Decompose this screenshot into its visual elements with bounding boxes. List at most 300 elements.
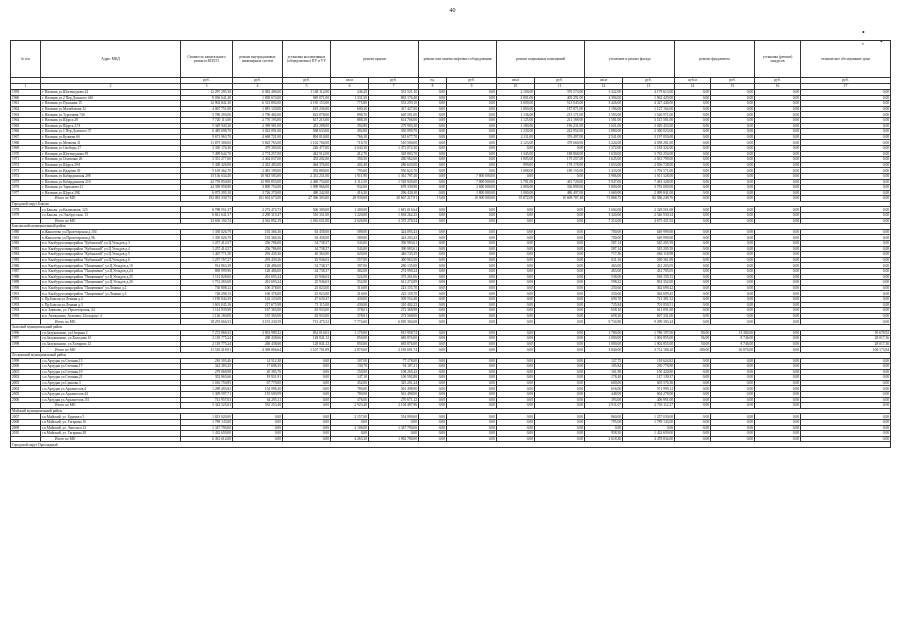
value-cell: 2 618,30: [585, 436, 623, 442]
value-cell: 620,00: [331, 252, 369, 258]
address-cell: г. Нальчик ул.Пушкина 15: [41, 101, 181, 107]
value-cell: 3 320,00: [585, 213, 623, 219]
value-cell: 0,00: [419, 364, 447, 370]
section-title: Баксанский муниципальный район: [11, 224, 891, 230]
section-title: Зольский муниципальный район: [11, 324, 891, 330]
value-cell: 390 983,61: [369, 246, 419, 252]
value-cell: 178 178,00: [535, 162, 585, 168]
value-cell: 0,00: [675, 319, 711, 325]
value-cell: 0,00: [801, 117, 891, 123]
value-cell: 336 899,00: [535, 185, 585, 191]
value-cell: 1 183 322,00: [623, 145, 675, 151]
address-cell: г.п.Майский, ул. Энгельса 12: [41, 425, 181, 431]
value-cell: 362 699,45: [623, 291, 675, 297]
value-cell: 1 127 164,00: [623, 106, 675, 112]
value-cell: 0,00: [419, 302, 447, 308]
value-cell: 0,00: [535, 436, 585, 442]
value-cell: 430,00: [331, 296, 369, 302]
value-cell: 2 328 561,68: [623, 207, 675, 213]
value-cell: 30 876,00: [711, 347, 755, 353]
value-cell: 0,00: [419, 134, 447, 140]
column-number-cell: 4: [233, 84, 283, 90]
value-cell: 280 962,60: [369, 157, 419, 163]
value-cell: 1 257 414,57: [181, 241, 233, 247]
value-cell: 0,00: [283, 369, 331, 375]
value-cell: 0,00: [801, 302, 891, 308]
value-cell: 179 257,00: [535, 157, 585, 163]
value-cell: 0,00: [755, 436, 801, 442]
value-cell: 553 259,10: [369, 101, 419, 107]
value-cell: 0,00: [801, 425, 891, 431]
value-cell: 192 366,36: [233, 235, 283, 241]
value-cell: 1 107 701,89: [283, 347, 331, 353]
value-cell: 455 202,00: [283, 157, 331, 163]
value-cell: 0,00: [497, 319, 535, 325]
value-cell: 666 118,98: [623, 252, 675, 258]
value-cell: 0,00: [711, 436, 755, 442]
value-cell: 402,40: [331, 162, 369, 168]
address-cell: г. Нальчик ул.Кабардинская 208: [41, 173, 181, 179]
value-cell: 0,00: [801, 145, 891, 151]
value-cell: 0,00: [755, 213, 801, 219]
value-cell: 2 099 841,00: [623, 190, 675, 196]
value-cell: 1 881 120,00: [233, 106, 283, 112]
value-cell: 0,00: [535, 414, 585, 420]
value-cell: 211 169,00: [535, 117, 585, 123]
value-cell: 0,00: [755, 420, 801, 426]
value-cell: 10 000 000,00: [447, 196, 497, 202]
address-cell: г. Нальчик ул.Кулиева 6б: [41, 134, 181, 140]
table-body: [11, 90, 891, 448]
value-cell: 0,00: [497, 296, 535, 302]
value-cell: 0,00: [711, 134, 755, 140]
row-number-cell: 1982: [11, 241, 41, 247]
value-cell: 0,00: [801, 285, 891, 291]
value-cell: 0,00: [711, 157, 755, 163]
value-cell: 0,00: [447, 392, 497, 398]
value-cell: 0,00: [675, 117, 711, 123]
value-cell: 430,00: [331, 302, 369, 308]
address-cell: Итого по МО: [41, 347, 181, 353]
value-cell: 3 350 176,30: [181, 145, 233, 151]
value-cell: 0,00: [801, 386, 891, 392]
value-cell: 713 475,52: [283, 319, 331, 325]
address-cell: в.п. Кызбурун микрорайон "Пищевиков" ул.Ленина д.3: [41, 291, 181, 297]
value-cell: 0,00: [535, 358, 585, 364]
address-cell: в.Жанхотеко ул.Пролетарская д.104: [41, 229, 181, 235]
value-cell: 64 295,11: [233, 397, 283, 403]
value-cell: 25 946,63: [283, 257, 331, 263]
value-cell: 0,00: [497, 218, 535, 224]
value-cell: 0,00: [535, 313, 585, 319]
unit-cell: руб.: [283, 78, 331, 84]
value-cell: 0,00: [447, 364, 497, 370]
value-cell: 4 263,30: [331, 436, 369, 442]
address-cell: Итого по МО: [41, 218, 181, 224]
value-cell: 0,00: [755, 112, 801, 118]
value-cell: 0,00: [675, 285, 711, 291]
value-cell: 0,00: [755, 229, 801, 235]
value-cell: 3 191 230,59: [233, 319, 283, 325]
value-cell: 0,00: [675, 106, 711, 112]
value-cell: 0,00: [675, 375, 711, 381]
value-cell: 0,00: [535, 330, 585, 336]
value-cell: 378,01: [331, 308, 369, 314]
value-cell: 0,00: [535, 291, 585, 297]
value-cell: 0,00: [755, 269, 801, 275]
row-number-cell: 1977: [11, 190, 41, 196]
value-cell: 0,00: [419, 235, 447, 241]
value-cell: 0,00: [675, 129, 711, 135]
value-cell: 0,00: [535, 392, 585, 398]
value-cell: 0,00: [535, 229, 585, 235]
value-cell: 0,00: [711, 358, 755, 364]
address-cell: г. Нальчик ул.2 Пер.Донского 44б: [41, 95, 181, 101]
value-cell: 0,00: [711, 380, 755, 386]
value-cell: 392,80: [331, 123, 369, 129]
value-cell: 0,00: [801, 392, 891, 398]
value-cell: 480 242,00: [283, 190, 331, 196]
address-cell: с.п.Аргудан ул.Степная,19: [41, 369, 181, 375]
value-cell: 0,00: [711, 420, 755, 426]
value-cell: 0,00: [447, 369, 497, 375]
value-cell: 0,00: [419, 218, 447, 224]
value-cell: 130,70: [331, 364, 369, 370]
value-cell: 3 322,00: [585, 90, 623, 96]
address-cell: г. Нальчик ул.Шогенцукова 39: [41, 151, 181, 157]
value-cell: 0,00: [447, 129, 497, 135]
value-cell: 0,00: [447, 112, 497, 118]
value-cell: 10 945 583,00: [233, 173, 283, 179]
value-cell: 0,00: [801, 263, 891, 269]
value-cell: 405 291,00: [535, 95, 585, 101]
row-number-cell: 1974: [11, 173, 41, 179]
value-cell: 0,00: [419, 280, 447, 286]
column-number-cell: 8: [419, 84, 447, 90]
value-cell: 552,00: [331, 280, 369, 286]
value-cell: 3 197 050,00: [623, 134, 675, 140]
value-cell: 0,00: [801, 235, 891, 241]
value-cell: 0,00: [755, 190, 801, 196]
value-cell: 0,00: [419, 95, 447, 101]
value-cell: 310 402,23: [369, 302, 419, 308]
row-number-cell: 1985: [11, 257, 41, 263]
value-cell: 0,00: [419, 241, 447, 247]
value-cell: 0,00: [801, 280, 891, 286]
value-cell: 1 148 112,00: [283, 90, 331, 96]
value-cell: 0,00: [801, 213, 891, 219]
value-cell: 2 360 023,00: [623, 129, 675, 135]
value-cell: 1 126 160,00: [181, 313, 233, 319]
value-cell: 0,00: [801, 241, 891, 247]
value-cell: 213 171,00: [535, 112, 585, 118]
value-cell: 614 766,00: [369, 117, 419, 123]
value-cell: 0,00: [535, 336, 585, 342]
value-cell: 725,84: [585, 302, 623, 308]
row-number-cell: 2004: [11, 386, 41, 392]
value-cell: 0,00: [755, 291, 801, 297]
value-cell: 0,00: [447, 106, 497, 112]
value-cell: 2 774 257,00: [233, 151, 283, 157]
value-cell: 587,14: [585, 246, 623, 252]
value-cell: 1 669,00: [585, 190, 623, 196]
value-cell: 0,00: [447, 235, 497, 241]
value-cell: 0,00: [447, 241, 497, 247]
unit-cell: ед.: [419, 78, 447, 84]
section-title: Городской округ Прохладный: [11, 442, 891, 448]
value-cell: 1 800 000,00: [447, 190, 497, 196]
row-number-cell: 1963: [11, 112, 41, 118]
address-cell: г. Нальчик ул.Щорса 29А: [41, 162, 181, 168]
value-cell: 2 195 153,00: [283, 101, 331, 107]
value-cell: 896,70: [331, 112, 369, 118]
value-cell: 1 011 328,00: [623, 173, 675, 179]
value-cell: 63 933,00: [283, 313, 331, 319]
value-cell: 631,16: [585, 257, 623, 263]
value-cell: 461 720,00: [535, 179, 585, 185]
value-cell: 2 118 775,24: [181, 341, 233, 347]
value-cell: 279 903,30: [369, 123, 419, 129]
value-cell: 0,00: [711, 213, 755, 219]
value-cell: 0,00: [801, 185, 891, 191]
value-cell: 0,00: [675, 162, 711, 168]
value-cell: 108 265,42: [369, 369, 419, 375]
value-cell: 261 693,24: [233, 274, 283, 280]
value-cell: 5 165 362,70: [181, 168, 233, 174]
value-cell: 728 298,15: [181, 291, 233, 297]
value-cell: 0,00: [711, 235, 755, 241]
value-cell: 0,00: [801, 168, 891, 174]
value-cell: 561 498,00: [369, 392, 419, 398]
value-cell: 0,00: [447, 358, 497, 364]
value-cell: 223 155,70: [369, 285, 419, 291]
value-cell: 617 215,00: [283, 117, 331, 123]
value-cell: 701 850,51: [623, 302, 675, 308]
value-cell: 0,00: [675, 196, 711, 202]
value-cell: 0,00: [419, 117, 447, 123]
value-cell: 0,00: [675, 369, 711, 375]
value-cell: 3 023 091,00: [233, 129, 283, 135]
value-cell: 342 383,35: [181, 364, 233, 370]
value-cell: 0,00: [675, 274, 711, 280]
value-cell: 0,00: [675, 235, 711, 241]
header-cell: утепление и ремонт фасада: [585, 41, 675, 78]
value-cell: 0,00: [419, 380, 447, 386]
value-cell: 0,00: [755, 364, 801, 370]
value-cell: 63 458,00: [283, 229, 331, 235]
value-cell: 1 114 939,98: [181, 308, 233, 314]
value-cell: 0,00: [623, 425, 675, 431]
value-cell: 0,00: [535, 269, 585, 275]
value-cell: 0,00: [535, 274, 585, 280]
value-cell: 1 694 262,25: [369, 213, 419, 219]
value-cell: 545 205,59: [623, 246, 675, 252]
value-cell: 3 840,00: [585, 347, 623, 353]
value-cell: 0,00: [801, 229, 891, 235]
value-cell: 0,00: [497, 375, 535, 381]
value-cell: 0,00: [801, 196, 891, 202]
value-cell: 0,00: [711, 263, 755, 269]
value-cell: 0,00: [535, 347, 585, 353]
value-cell: 2 111,00: [497, 134, 535, 140]
value-cell: 35 872,00: [497, 196, 535, 202]
value-cell: 0,00: [755, 207, 801, 213]
row-number-cell: 1984: [11, 252, 41, 258]
value-cell: 0,00: [419, 179, 447, 185]
value-cell: 0,00: [755, 285, 801, 291]
value-cell: 0,00: [755, 123, 801, 129]
value-cell: 5 947,00: [585, 179, 623, 185]
value-cell: 375 261,66: [369, 274, 419, 280]
value-cell: 2 290 319,47: [233, 213, 283, 219]
value-cell: 25 946,63: [283, 280, 331, 286]
value-cell: 0,00: [755, 134, 801, 140]
value-cell: 106 173,84: [801, 347, 891, 353]
value-cell: 0,00: [419, 386, 447, 392]
value-cell: 0,00: [711, 162, 755, 168]
header-cell: установка коллективных (общедомовых) ПУ и УУ: [283, 41, 331, 78]
value-cell: 448,00: [585, 392, 623, 398]
value-cell: 261 693,24: [233, 280, 283, 286]
value-cell: 150 420,80: [623, 369, 675, 375]
value-cell: 0,00: [711, 392, 755, 398]
value-cell: 3 604,00: [585, 207, 623, 213]
unit-cell: руб.: [447, 78, 497, 84]
value-cell: 0,00: [755, 235, 801, 241]
value-cell: 154 996,30: [233, 386, 283, 392]
value-cell: 0,00: [711, 140, 755, 146]
corner-marks: • ,•: [862, 28, 899, 46]
value-cell: 0,00: [497, 257, 535, 263]
value-cell: 0,00: [755, 168, 801, 174]
header-cell: ремонт фундамента: [675, 41, 755, 78]
value-cell: 0,00: [419, 162, 447, 168]
value-cell: 0,00: [801, 369, 891, 375]
row-number-cell: 2009: [11, 425, 41, 431]
value-cell: 230 778,80: [623, 364, 675, 370]
value-cell: 2 620,00: [331, 218, 369, 224]
row-number-cell: 1964: [11, 117, 41, 123]
value-cell: 0,00: [755, 196, 801, 202]
value-cell: 5 342 323,63: [181, 403, 233, 409]
row-number-cell: 1972: [11, 162, 41, 168]
value-cell: 616,00: [585, 386, 623, 392]
value-cell: 1 098 966,00: [283, 185, 331, 191]
value-cell: 2 112,50: [331, 179, 369, 185]
value-cell: 1 016 631,00: [283, 218, 331, 224]
value-cell: 0,00: [755, 106, 801, 112]
row-number-cell: 2008: [11, 420, 41, 426]
value-cell: 0,00: [283, 397, 331, 403]
value-cell: 522,00: [331, 274, 369, 280]
value-cell: 416,20: [331, 190, 369, 196]
value-cell: 67 779,00: [233, 380, 283, 386]
value-cell: 545 677,70: [369, 134, 419, 140]
value-cell: 0,00: [711, 117, 755, 123]
value-cell: 424 093,43: [369, 229, 419, 235]
value-cell: 0,00: [801, 252, 891, 258]
value-cell: 492,80: [331, 129, 369, 135]
value-cell: 0,00: [283, 364, 331, 370]
value-cell: 0,00: [283, 425, 331, 431]
unit-cell: руб.: [233, 78, 283, 84]
value-cell: 293 439,26: [233, 257, 283, 263]
value-cell: 0,00: [497, 291, 535, 297]
value-cell: 2 460 754,00: [283, 179, 331, 185]
value-cell: 1 526 971,00: [623, 112, 675, 118]
value-cell: 101 602 673,00: [233, 196, 283, 202]
value-cell: 0,00: [801, 375, 891, 381]
value-cell: 256 786,00: [233, 241, 283, 247]
value-cell: 0,00: [755, 252, 801, 258]
value-cell: 0,00: [675, 140, 711, 146]
value-cell: 180,00: [675, 347, 711, 353]
value-cell: 250,60: [585, 285, 623, 291]
value-cell: 0,00: [535, 173, 585, 179]
value-cell: 2 056 728,00: [623, 162, 675, 168]
value-cell: 0,00: [675, 123, 711, 129]
value-cell: 0,00: [447, 123, 497, 129]
row-number-cell: 1962: [11, 106, 41, 112]
value-cell: 350 999,70: [369, 129, 419, 135]
value-cell: 999,00: [497, 162, 535, 168]
value-cell: 0,00: [755, 151, 801, 157]
value-cell: 223 159,70: [369, 291, 419, 297]
value-cell: 270 671,12: [369, 397, 419, 403]
section-title: Лескенский муниципальный район: [11, 352, 891, 358]
address-cell: в.п. Кызбурун микрорайон "Кубанский" ул.Ц.Уельдов д.4: [41, 246, 181, 252]
page-number: 40: [449, 8, 456, 14]
value-cell: 0,00: [497, 341, 535, 347]
value-cell: 0,00: [497, 173, 535, 179]
value-cell: 0,00: [419, 257, 447, 263]
value-cell: 1 518 945,00: [369, 179, 419, 185]
value-cell: 2 106,00: [331, 425, 369, 431]
value-cell: 6 788 551,37: [181, 207, 233, 213]
value-cell: 0,00: [535, 213, 585, 219]
value-cell: 0,00: [497, 145, 535, 151]
value-cell: 543,00: [331, 246, 369, 252]
address-cell: с.п.Аргудан ул.Архангелов,151: [41, 397, 181, 403]
column-number-cell: 1: [11, 84, 41, 90]
value-cell: 2 118 775,24: [181, 336, 233, 342]
value-cell: 0,00: [447, 145, 497, 151]
value-cell: 2 399 981,00: [233, 123, 283, 129]
value-cell: 0,00: [447, 313, 497, 319]
value-cell: 0,00: [369, 420, 419, 426]
value-cell: 268 438,66: [233, 341, 283, 347]
value-cell: 0,00: [497, 403, 535, 409]
value-cell: 0,00: [497, 358, 535, 364]
value-cell: 1 962 429,00: [623, 95, 675, 101]
value-cell: 0,00: [711, 179, 755, 185]
value-cell: 1 471 072,30: [369, 145, 419, 151]
address-cell: г. Пр.Баксан ул.Ленина д.3: [41, 302, 181, 308]
value-cell: 210 303,46: [181, 358, 233, 364]
value-cell: 28 017,36: [801, 341, 891, 347]
value-cell: 0,00: [447, 274, 497, 280]
value-cell: 0,00: [535, 252, 585, 258]
value-cell: 0,00: [801, 414, 891, 420]
value-cell: 0,00: [755, 173, 801, 179]
value-cell: 571 999,12: [623, 386, 675, 392]
address-cell: г. Нальчик ул.Мальбахова 12: [41, 106, 181, 112]
value-cell: 268 438,66: [233, 336, 283, 342]
value-cell: 0,00: [497, 252, 535, 258]
value-cell: 1 220,00: [331, 213, 369, 219]
row-number-cell: 1973: [11, 168, 41, 174]
value-cell: 0,00: [447, 151, 497, 157]
